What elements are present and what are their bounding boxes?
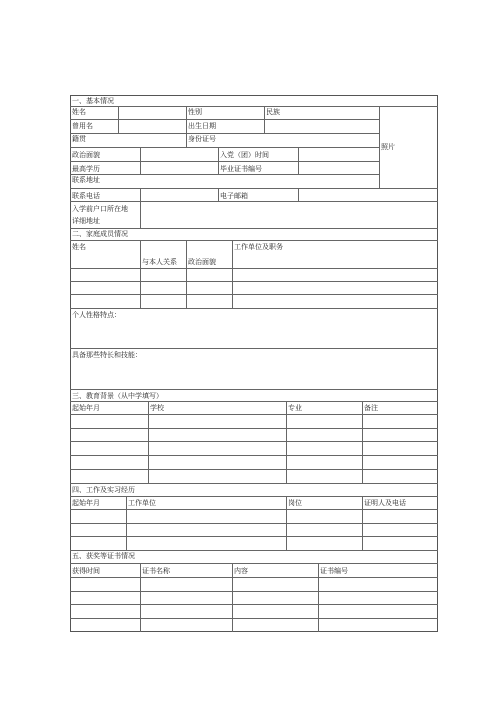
- id-number-field[interactable]: [230, 134, 378, 146]
- awards-header-content: 内容: [234, 567, 248, 575]
- family-row-1[interactable]: [71, 269, 437, 281]
- join-party-date-field[interactable]: [299, 148, 378, 160]
- education-row-4[interactable]: [71, 456, 437, 468]
- label-ethnicity: 民族: [266, 108, 280, 116]
- work-row-2[interactable]: [71, 524, 437, 536]
- family-header-relation: 与本人关系: [142, 258, 177, 266]
- family-row-2[interactable]: [71, 282, 437, 294]
- family-row-3[interactable]: [71, 295, 437, 308]
- section-work-heading: 四、工作及实习经历: [72, 486, 135, 494]
- personality-label: 个人性格特点：: [72, 311, 121, 319]
- label-phone: 联系电话: [72, 192, 100, 200]
- label-hukou-line2: 详细地址: [72, 217, 100, 225]
- former-name-field[interactable]: [119, 120, 185, 132]
- label-gender: 性别: [188, 108, 202, 116]
- family-header-employer: 工作单位及职务: [234, 243, 283, 251]
- section-family-heading: 二、家庭成员情况: [72, 230, 128, 238]
- work-header-reference: 证明人及电话: [364, 499, 406, 507]
- name-field[interactable]: [119, 107, 185, 119]
- education-header-major: 专业: [288, 404, 302, 412]
- family-header-name: 姓名: [72, 243, 86, 251]
- section-basic-heading: 一、基本情况: [72, 97, 114, 105]
- awards-row-4[interactable]: [71, 619, 437, 631]
- label-birth-date: 出生日期: [188, 122, 216, 130]
- divider: [70, 389, 438, 390]
- awards-header-cert-name: 证书名称: [142, 567, 170, 575]
- label-name: 姓名: [72, 108, 86, 116]
- work-row-3[interactable]: [71, 537, 437, 549]
- divider: [70, 483, 438, 484]
- label-id-number: 身份证号: [188, 135, 216, 143]
- personality-field[interactable]: [71, 320, 437, 347]
- label-join-party-date: 入党（团）时间: [220, 151, 269, 159]
- education-header-note: 备注: [364, 404, 378, 412]
- divider: [70, 240, 438, 241]
- divider: [218, 147, 219, 174]
- photo-label: 照片: [381, 143, 395, 151]
- label-native-place: 籍贯: [72, 135, 86, 143]
- label-former-name: 曾用名: [72, 122, 93, 130]
- divider: [70, 228, 438, 229]
- education-row-3[interactable]: [71, 442, 437, 454]
- education-row-1[interactable]: [71, 415, 437, 427]
- education-row-5[interactable]: [71, 470, 437, 482]
- divider: [186, 106, 187, 147]
- work-header-position: 岗位: [288, 499, 302, 507]
- awards-row-3[interactable]: [71, 605, 437, 617]
- education-header-school: 学校: [150, 404, 164, 412]
- divider: [218, 188, 219, 201]
- divider: [70, 563, 438, 564]
- highest-degree-field[interactable]: [141, 162, 217, 174]
- awards-header-cert-number: 证书编号: [320, 567, 348, 575]
- work-header-company: 工作单位: [128, 499, 156, 507]
- skills-label: 具备那些特长和技能：: [72, 351, 142, 359]
- divider: [70, 348, 438, 349]
- phone-field[interactable]: [141, 189, 217, 201]
- section-education-heading: 三、教育背景（从中学填写）: [72, 392, 163, 400]
- section-awards-heading: 五、获奖等证书情况: [72, 552, 135, 560]
- awards-header-date: 获得时间: [72, 567, 100, 575]
- work-header-start-end: 起始年月: [72, 499, 100, 507]
- awards-row-1[interactable]: [71, 578, 437, 590]
- hukou-address-field[interactable]: [141, 202, 437, 227]
- label-highest-degree: 最高学历: [72, 165, 100, 173]
- label-political-status: 政治面貌: [72, 151, 100, 159]
- family-header-political: 政治面貌: [188, 258, 216, 266]
- diploma-number-field[interactable]: [299, 162, 378, 174]
- email-field[interactable]: [299, 189, 437, 201]
- skills-field[interactable]: [71, 360, 437, 388]
- education-header-start-end: 起始年月: [72, 404, 100, 412]
- political-status-field[interactable]: [141, 148, 217, 160]
- education-row-2[interactable]: [71, 429, 437, 441]
- native-place-field[interactable]: [119, 134, 185, 146]
- divider: [70, 308, 438, 309]
- divider: [70, 550, 438, 551]
- contact-address-field[interactable]: [110, 175, 378, 187]
- label-diploma-number: 毕业证书编号: [220, 165, 262, 173]
- awards-row-2[interactable]: [71, 592, 437, 604]
- divider: [70, 401, 438, 402]
- label-hukou-line1: 入学前户口所在地: [72, 205, 128, 213]
- ethnicity-field[interactable]: [290, 107, 378, 119]
- photo-box[interactable]: [380, 107, 437, 187]
- label-contact-address: 联系地址: [72, 176, 100, 184]
- birth-date-field[interactable]: [265, 120, 378, 132]
- label-email: 电子邮箱: [220, 192, 248, 200]
- gender-field[interactable]: [210, 107, 263, 119]
- work-row-1[interactable]: [71, 510, 437, 522]
